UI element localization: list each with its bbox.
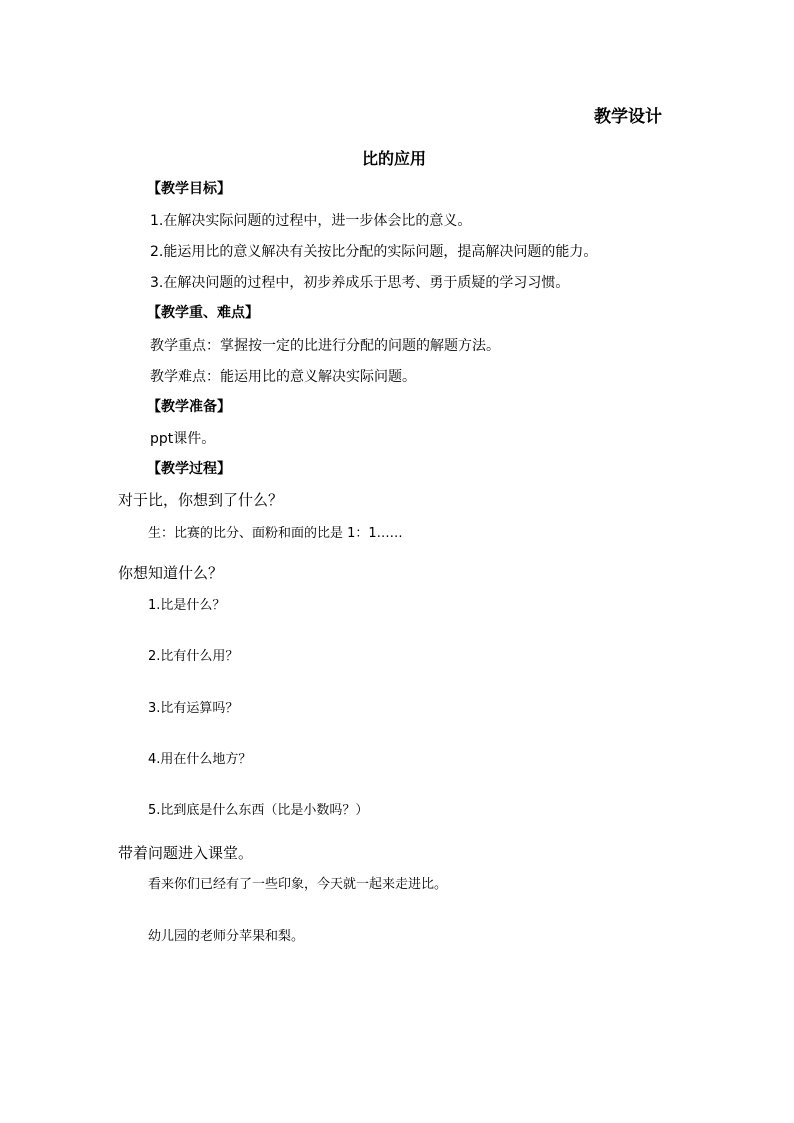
objective-item: 3.在解决问题的过程中，初步养成乐于思考、勇于质疑的学习习惯。 — [150, 275, 570, 291]
question-prompt: 你想知道什么？ — [118, 564, 224, 582]
question-prompt: 对于比，你想到了什么？ — [118, 491, 284, 509]
preparation-heading: 【教学准备】 — [147, 399, 231, 415]
lesson-line: 看来你们已经有了一些印象，今天就一起来走进比。 — [148, 877, 448, 892]
question-list-item: 1.比是什么？ — [148, 598, 226, 613]
preparation-text: ppt课件。 — [150, 431, 216, 447]
page-title: 比的应用 — [362, 149, 427, 168]
objective-item: 1.在解决实际问题的过程中，进一步体会比的意义。 — [150, 213, 472, 229]
question-list-item: 3.比有运算吗？ — [148, 701, 239, 716]
key-point-item: 教学难点：能运用比的意义解决实际问题。 — [150, 369, 416, 385]
lesson-line: 幼儿园的老师分苹果和梨。 — [148, 929, 305, 944]
doc-type-header: 教学设计 — [594, 107, 662, 127]
process-heading: 【教学过程】 — [147, 461, 231, 477]
question-list-item: 5.比到底是什么东西（比是小数吗？） — [148, 803, 369, 818]
student-answer: 生：比赛的比分、面粉和面的比是 1：1…… — [148, 526, 403, 541]
objective-item: 2.能运用比的意义解决有关按比分配的实际问题，提高解决问题的能力。 — [150, 244, 598, 260]
question-list-item: 4.用在什么地方？ — [148, 752, 252, 767]
intro-line: 带着问题进入课堂。 — [118, 844, 254, 862]
key-point-item: 教学重点：掌握按一定的比进行分配的问题的解题方法。 — [150, 338, 500, 354]
question-list-item: 2.比有什么用？ — [148, 649, 239, 664]
objectives-heading: 【教学目标】 — [147, 181, 231, 197]
key-points-heading: 【教学重、难点】 — [147, 305, 259, 321]
